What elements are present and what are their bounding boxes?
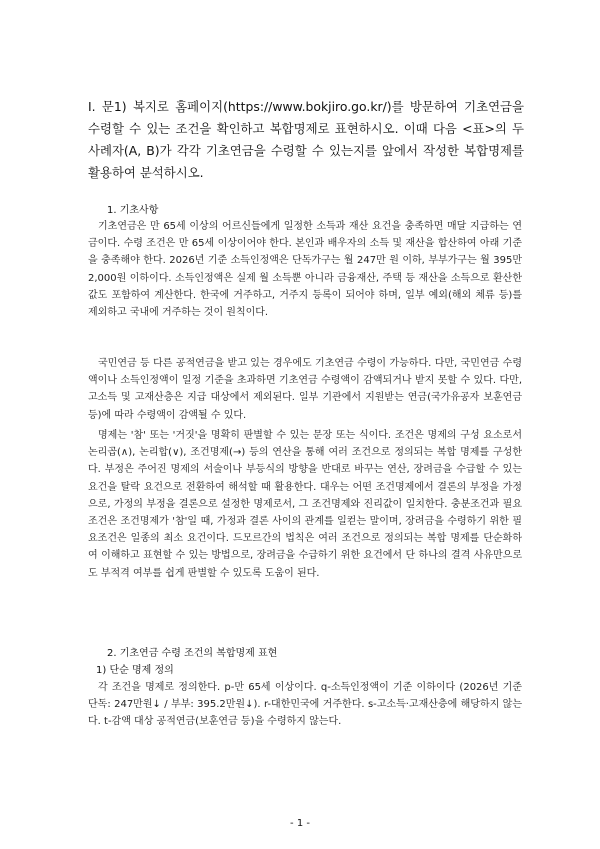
page-number: - 1 - (290, 818, 310, 829)
subsection-heading: 1) 단순 명제 정의 (96, 665, 174, 676)
question-text: I. 문1) 복지로 홈페이지(https://www.bokjiro.go.kr/)를 방문하여 기초연금을 수령할 수 있는 조건을 확인하고 복합명제로 표현하시오. 이때 다음 <표>의 두 사례자(A, B)가 각각 기초연금을 수령할 수 있는지를 앞에서 작성한 복합명제를 활용하여 분석하시오. (88, 99, 524, 180)
section-heading-compound-proposition: 2. 기초연금 수령 조건의 복합명제 표현 (107, 648, 278, 659)
body-paragraph: 각 조건을 명제로 정의한다. p-만 65세 이상이다. q-소득인정액이 기준 이하이다 (2026년 기준 단독: 247만원↓ / 부부: 395.2만원↓). r-대한민국에 거주한다. s-고소득·고재산층에 해당하지 않는다. t-감액 대상 공적연금(보훈연금 등)을 수령하지 않는다. (88, 682, 522, 728)
body-paragraph: 국민연금 등 다른 공적연금을 받고 있는 경우에도 기초연금 수령이 가능하다. 다만, 국민연금 수령액이나 소득인정액이 일정 기준을 초과하면 기초연금 수령액이 감액되거나 받지 못할 수 있다. 다만, 고소득 및 고재산층은 지급 대상에서 제외된다. 일부 기관에서 지원받는 연금(국가유공자 보훈연금 등)에 따라 수령액이 감액될 수 있다. (88, 358, 522, 421)
body-paragraph: 명제는 '참' 또는 '거짓'을 명확히 판별할 수 있는 문장 또는 식이다. 조건은 명제의 구성 요소로서 논리곱(∧), 논리합(∨), 조건명제(→) 등의 연산을 통해 여러 조건으로 정의되는 복합 명제를 구성한다. 부정은 주어진 명제의 서술이나 부등식의 방향을 반대로 바꾸는 연산, 장려금을 수급할 수 있는 요건을 탈락 요건으로 전환하여 해석할 때 활용한다. 대우는 어떤 조건명제에서 결론의 부정을 가정으로, 가정의 부정을 결론으로 설정한 명제로서, 그 조건명제와 진리값이 일치한다. 충분조건과 필요조건은 조건명제가 '참'일 때, 가정과 결론 사이의 관계를 일컫는 말이며, 장려금을 수령하기 위한 필요조건은 일종의 최소 요건이다. 드모르간의 법칙은 여러 조건으로 정의되는 복합 명제를 단순화하여 이해하고 표현할 수 있는 방법으로, 장려금을 수급하기 위한 요건에서 단 하나의 결격 사유만으로도 부적격 여부를 쉽게 판별할 수 있도록 도움이 된다. (88, 430, 522, 579)
body-paragraph: 기초연금은 만 65세 이상의 어르신들에게 일정한 소득과 재산 요건을 충족하면 매달 지급하는 연금이다. 수령 조건은 만 65세 이상이어야 한다. 본인과 배우자의 소득 및 재산을 합산하여 아래 기준을 충족해야 한다. 2026년 기준 소득인정액은 단독가구는 월 247만 원 이하, 부부가구는 월 395만 2,000원 이하이다. 소득인정액은 실제 월 소득뿐 아니라 금융재산, 주택 등 재산을 소득으로 환산한 값도 포함하여 계산한다. 한국에 거주하고, 거주지 등록이 되어야 하며, 일부 예외(해외 체류 등)를 제외하고 국내에 거주하는 것이 원칙이다. (88, 221, 522, 319)
section-heading-basics: 1. 기초사항 (107, 205, 159, 216)
